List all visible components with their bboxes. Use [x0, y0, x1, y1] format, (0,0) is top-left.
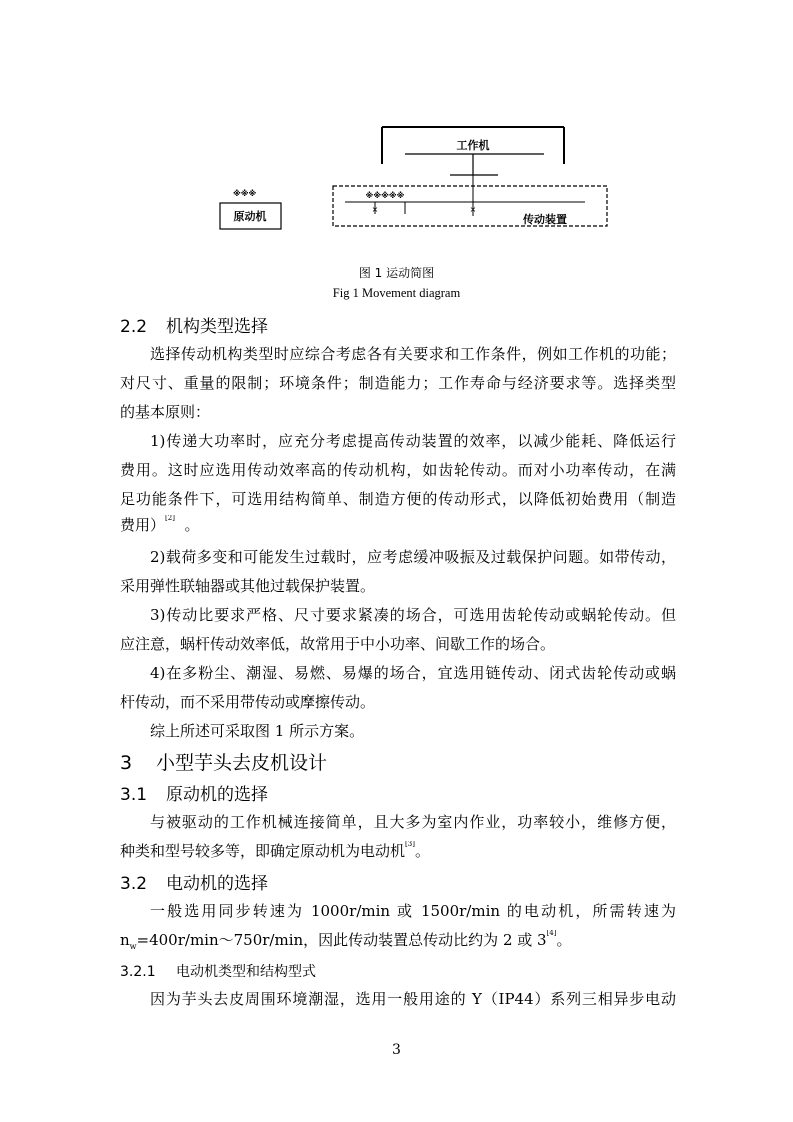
paragraph-line: 因为芋头去皮周围环境潮湿，选用一般用途的 Y（IP44）系列三相异步电动: [150, 990, 676, 1008]
section-heading-3-1: [120, 780, 268, 805]
paragraph-line: 的基本原则：: [120, 403, 211, 421]
paragraph-line: 应注意，蜗杆传动效率低，故常用于中小功率、间歇工作的场合。: [120, 635, 556, 653]
paragraph-line-with-ref: [120, 515, 676, 535]
text: 费用）: [120, 516, 166, 534]
page-number: 3: [392, 1042, 401, 1058]
paragraph-line: 一般选用同步转速为 1000r/min 或 1500r/min 的电动机，所需转速为: [150, 902, 676, 920]
citation-ref: [3]: [405, 841, 415, 848]
paragraph-line: 与被驱动的工作机械连接简单，且大多为室内作业，功率较小，维修方便，: [150, 813, 676, 831]
transmission-label: 传动装置: [523, 213, 567, 226]
text: 。: [556, 931, 572, 949]
section-heading-3: [120, 748, 327, 775]
section-number: 3.2.1: [120, 964, 156, 980]
figure-caption-en: Fig 1 Movement diagram: [332, 286, 461, 300]
paragraph-line: 1)传递大功率时，应充分考虑提高传动装置的效率，以减少能耗、降低运行: [150, 432, 676, 450]
diagram-small-label-left: ※※※: [233, 189, 257, 198]
text: n: [120, 931, 130, 949]
svg-text:×: ×: [469, 205, 477, 214]
section-number: 3: [120, 752, 133, 774]
prime-mover-label: 原动机: [233, 210, 267, 223]
text: 种类和型号较多等，即确定原动机为电动机: [120, 842, 406, 860]
work-machine-label: 工作机: [456, 139, 490, 152]
citation-ref: [4]: [546, 930, 557, 937]
section-title: 电动机的选择: [166, 874, 268, 894]
figure-caption-cn: 图 1 运动简图: [358, 266, 435, 280]
section-title: 原动机的选择: [166, 785, 268, 805]
movement-diagram: [0, 0, 793, 260]
paragraph-line: 综上所述可采取图 1 所示方案。: [150, 722, 365, 740]
text: 。: [184, 516, 200, 534]
section-number: 3.2: [120, 874, 148, 894]
section-heading-3-2-1: [120, 961, 316, 981]
paragraph-line: 2)载荷多变和可能发生过载时，应考虑缓冲吸振及过载保护问题。如带传动，: [150, 548, 676, 566]
diagram-small-label-mid: ※※※※※: [365, 191, 405, 200]
paragraph-line: 3)传动比要求严格、尺寸要求紧凑的场合，可选用齿轮传动或蜗轮传动。但: [150, 606, 676, 624]
paragraph-line: 对尺寸、重量的限制；环境条件；制造能力；工作寿命与经济要求等。选择类型: [120, 374, 676, 392]
text: 。: [414, 842, 430, 860]
paragraph-line: 费用。这时应选用传动效率高的传动机构，如齿轮传动。而对小功率传动，在满: [120, 461, 676, 479]
paragraph-line-with-ref: [120, 930, 676, 957]
paragraph-line: 采用弹性联轴器或其他过载保护装置。: [120, 577, 376, 595]
section-title: 小型芋头去皮机设计: [156, 752, 328, 774]
citation-ref: [2]: [165, 515, 175, 522]
paragraph-line: 足功能条件下，可选用结构简单、制造方便的传动形式，以降低初始费用（制造: [120, 490, 676, 508]
section-number: 3.1: [120, 785, 148, 805]
section-number: 2.2: [120, 317, 148, 337]
subscript: w: [129, 942, 137, 951]
paragraph-line: 选择传动机构类型时应综合考虑各有关要求和工作条件，例如工作机的功能；: [150, 345, 676, 363]
section-heading-3-2: [120, 869, 268, 894]
svg-text:×: ×: [371, 205, 379, 214]
paragraph-line-with-ref: [120, 841, 676, 861]
paragraph-line: 杆传动，而不采用带传动或摩擦传动。: [120, 693, 376, 711]
section-title: 机构类型选择: [166, 317, 268, 337]
section-title: 电动机类型和结构型式: [176, 964, 316, 980]
section-heading-2-2: [120, 312, 268, 337]
text: =400r/min～750r/min，因此传动装置总传动比约为 2 或 3: [136, 931, 547, 949]
paragraph-line: 4)在多粉尘、潮湿、易燃、易爆的场合，宜选用链传动、闭式齿轮传动或蜗: [150, 664, 676, 682]
